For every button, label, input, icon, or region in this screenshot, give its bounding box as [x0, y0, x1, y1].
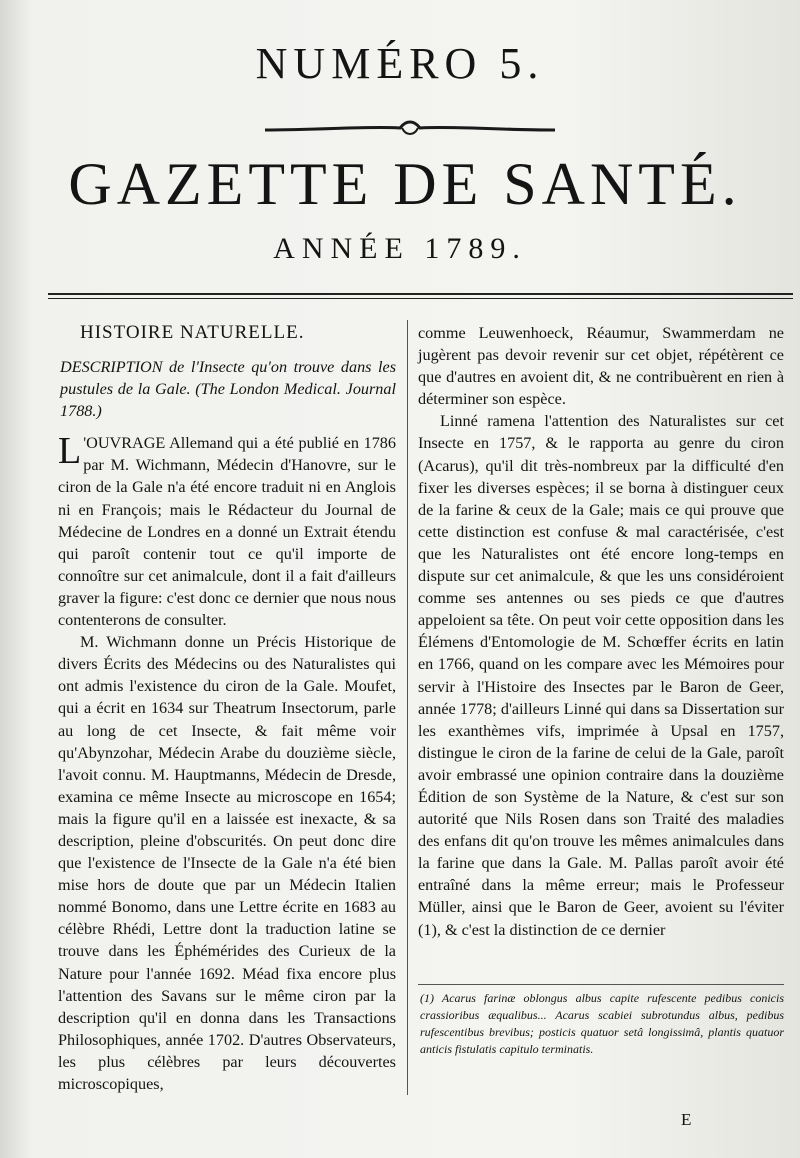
left-paragraph-1-text: 'OUVRAGE Allemand qui a été publié en 1786 par M. Wichmann, Médecin d'Hanovre, sur le ciron de la Gale n'a été encore traduit ni en Anglois ni en François; mais le Rédacteur du Journal de Médecine de Londres en a donné un Extrait étendu qui paroît contenir tout ce qu'il importe de connoître sur cet animalcule, dont il a fait d'ailleurs graver la figure: c'est donc ce dernier que nous nous contenterons de consulter.: [58, 434, 396, 630]
ornament-divider-icon: [260, 116, 560, 142]
section-title: HISTOIRE NATURELLE.: [80, 322, 305, 343]
footnote-rule: [418, 984, 784, 985]
article-description: DESCRIPTION de l'Insecte qu'on trouve dans les pustules de la Gale. (The London Medical. Journal 1788.): [60, 358, 396, 421]
left-paragraph-1: [58, 432, 396, 631]
header-rule-top: [48, 293, 793, 295]
left-paragraph-2: M. Wichmann donne un Précis Historique de divers Écrits des Médecins ou des Naturalistes qui ont admis l'existence du ciron de la Gale. Moufet, qui a écrit en 1634 sur Theatrum Insectorum, parle au long de cet Insecte, & fait même voir qu'Abynzohar, Médecin Arabe du douzième siècle, l'avoit connu. M. Hauptmanns, Médecin de Dresde, examina ce même Insecte au microscope en 1654; mais la figure qu'il en a laissée est inexacte, & sa description, pleine d'obscurités. On peut donc dire que l'existence de l'Insecte de la Gale n'a été bien mise hors de doute que par un Médecin Italien nommé Bonomo, dans une Lettre écrite en 1683 au célèbre Rhédi, Lettre dont la traduction latine se trouve dans les Éphémérides des Curieux de la Nature pour l'année 1692. Méad fixa encore plus l'attention des Savans sur le même ciron par la description qu'il en donna dans les Transactions Philosophiques, année 1702. D'autres Observateurs, les plus célèbres par leurs découvertes microscopiques,: [58, 633, 396, 1093]
catchword: E: [681, 1110, 692, 1129]
header-rule-bottom: [48, 298, 793, 299]
footnote: (1) Acarus farinæ oblongus albus capite rufescente pedibus conicis crassioribus æqualibus... Acarus scabiei subrotundus albus, pedibus rufescentibus brevibus; posticis quatuor setâ longissimâ, plantis quatuor anticis fistulatis capitulo terminatis.: [420, 991, 784, 1056]
right-paragraph-2: Linné ramena l'attention des Naturalistes sur cet Insecte en 1757, & le rapporta au genre du ciron (Acarus), qu'il dit très-nombreux par la difficulté d'en fixer les diverses espèces; il se borna à distinguer ceux de la farine & ceux de la Gale; mais ce qui prouve que cette distinction est confuse & mal caractérisée, c'est que les Naturalistes ont été encore long-temps en dispute sur cet animalcule, & que les uns considéroient comme ses antennes ou ses pieds ce que d'autres appeloient sa tête. On peut voir cette opposition dans les Élémens d'Entomologie de M. Schœffer écrits en latin en 1766, quand on les compare avec les Mémoires pour servir à l'Histoire des Insectes par le Baron de Geer, année 1778; d'ailleurs Linné qui dans sa Dissertation sur les exanthèmes vifs, imprimée à Upsal en 1757, distingue le ciron de la farine de celui de la Gale, paroît avoir embrassé une opinion contraire dans la douzième Édition de son Système de la Nature, & c'est sur son autorité que Nils Rosen dans son Traité des maladies des enfans dit qu'on trouve les mêmes animalcules dans la farine que dans la Gale. M. Pallas paroît avoir été entraîné dans la même erreur; mais le Professeur Müller, ainsi que le Baron de Geer, avoient su l'éviter (1), & c'est la distinction de ce dernier: [418, 412, 784, 939]
gazette-title: GAZETTE DE SANTÉ.: [68, 151, 742, 217]
drop-cap: L: [58, 430, 82, 473]
issue-number: NUMÉRO 5.: [255, 39, 545, 88]
right-paragraph-1: comme Leuwenhoeck, Réaumur, Swammerdam ne jugèrent pas devoir revenir sur cet objet, répétèrent ce que d'autres en avoient dit, & ne contribuèrent en rien à déterminer son espèce.: [418, 324, 784, 409]
right-column: [418, 322, 784, 941]
year-heading: ANNÉE 1789.: [273, 232, 527, 265]
column-divider: [407, 320, 408, 1095]
left-column: [58, 322, 396, 1095]
